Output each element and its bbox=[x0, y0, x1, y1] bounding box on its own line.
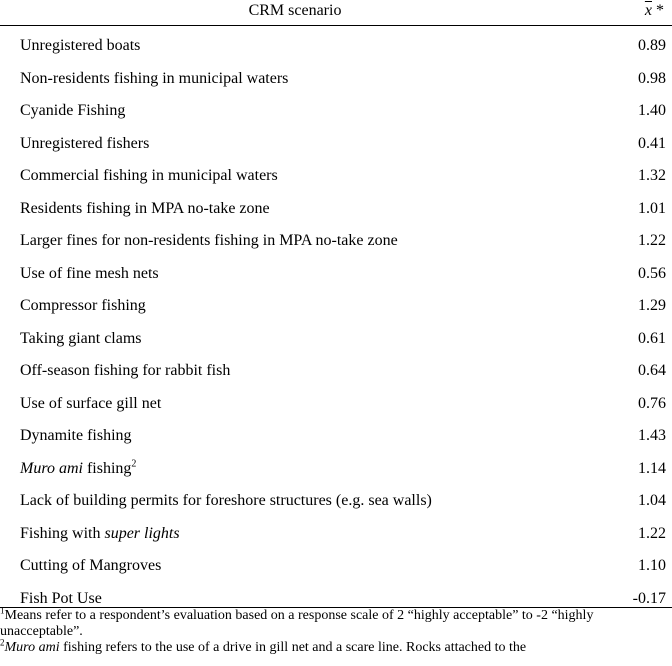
table-body bbox=[0, 37, 672, 622]
mean-value: 0.56 bbox=[638, 264, 666, 282]
scenario-label-rest: fishing bbox=[82, 459, 132, 477]
column-header-mean bbox=[645, 2, 664, 20]
scenario-label: Commercial fishing in municipal waters bbox=[20, 167, 278, 184]
scenario-label: Residents fishing in MPA no-take zone bbox=[20, 199, 270, 217]
scenario-label: Use of surface gill net bbox=[20, 394, 162, 412]
footnote-1-marker: 1 bbox=[0, 605, 5, 616]
table-row bbox=[0, 167, 672, 200]
footnote-2-text: fishing refers to the use of a drive in gill net and a scare line. Rocks attached to the bbox=[59, 640, 527, 655]
table-row bbox=[0, 232, 672, 265]
table-row bbox=[0, 395, 672, 428]
mean-value: 1.01 bbox=[638, 199, 666, 217]
scenario-label: Dynamite fishing bbox=[20, 427, 132, 444]
scenario-label bbox=[20, 460, 136, 478]
footnote-2 bbox=[0, 637, 672, 656]
mean-value: 1.10 bbox=[638, 557, 666, 574]
mean-value: 0.76 bbox=[638, 394, 666, 412]
table-row bbox=[0, 297, 672, 330]
scenario-label: Off-season fishing for rabbit fish bbox=[20, 362, 231, 379]
table-row bbox=[0, 330, 672, 363]
table-row bbox=[0, 525, 672, 558]
mean-value: 0.64 bbox=[638, 362, 666, 379]
scenario-label: Unregistered fishers bbox=[20, 134, 150, 152]
mean-value: 1.43 bbox=[638, 427, 666, 444]
table-row bbox=[0, 460, 672, 493]
scenario-label: Compressor fishing bbox=[20, 297, 146, 314]
table-row bbox=[0, 70, 672, 103]
scenario-label-italic: super lights bbox=[104, 524, 180, 542]
scenario-label: Use of fine mesh nets bbox=[20, 264, 159, 282]
scenario-label: Non-residents fishing in municipal waters bbox=[20, 69, 289, 87]
table-row bbox=[0, 362, 672, 395]
mean-value: 1.29 bbox=[638, 297, 666, 314]
table-header bbox=[0, 0, 672, 26]
column-header-scenario: CRM scenario bbox=[248, 2, 342, 19]
mean-value: 1.32 bbox=[638, 167, 666, 184]
footnote-marker: 2 bbox=[131, 458, 137, 470]
mean-value: 0.41 bbox=[638, 134, 666, 152]
scenario-label: Taking giant clams bbox=[20, 329, 142, 347]
table-footnotes bbox=[0, 605, 672, 656]
table-row bbox=[0, 427, 672, 460]
mean-value: 1.04 bbox=[638, 492, 666, 509]
footnote-2-italic: Muro ami bbox=[4, 640, 60, 655]
scenario-label: Cutting of Mangroves bbox=[20, 557, 162, 574]
mean-value: 1.14 bbox=[638, 459, 666, 477]
table-row bbox=[0, 265, 672, 298]
table-row bbox=[0, 492, 672, 525]
mean-value: 0.98 bbox=[638, 69, 666, 87]
scenario-label: Larger fines for non-residents fishing in MPA no-take zone bbox=[20, 232, 398, 249]
mean-value: 0.61 bbox=[638, 329, 666, 347]
mean-value: 1.22 bbox=[638, 232, 666, 249]
scenario-label-italic: Muro ami bbox=[20, 459, 83, 477]
mean-value: -0.17 bbox=[632, 589, 666, 607]
mean-value: 0.89 bbox=[638, 37, 666, 54]
table-row bbox=[0, 37, 672, 70]
footnote-1 bbox=[0, 605, 672, 640]
table-row bbox=[0, 200, 672, 233]
footnote-1-text: Means refer to a respondent’s evaluation based on a response scale of 2 “highly acceptable” to -2 “highly unacceptable”. bbox=[0, 608, 594, 639]
mean-value: 1.22 bbox=[638, 524, 666, 542]
table-row bbox=[0, 557, 672, 590]
mean-value: 1.40 bbox=[638, 102, 666, 119]
scenario-label bbox=[20, 525, 180, 543]
scenario-label: Cyanide Fishing bbox=[20, 102, 126, 119]
table-row bbox=[0, 135, 672, 168]
scenario-label: Lack of building permits for foreshore structures (e.g. sea walls) bbox=[20, 492, 432, 509]
mean-symbol-suffix: * bbox=[652, 2, 664, 19]
mean-symbol: $\overline{x}$ bbox=[644, 2, 652, 19]
footnote-2-marker: 2 bbox=[0, 637, 5, 648]
table-row bbox=[0, 102, 672, 135]
scenario-label: Unregistered boats bbox=[20, 37, 141, 54]
scenario-label-plain: Fishing with bbox=[20, 524, 105, 542]
scenario-label: Fish Pot Use bbox=[20, 589, 102, 607]
